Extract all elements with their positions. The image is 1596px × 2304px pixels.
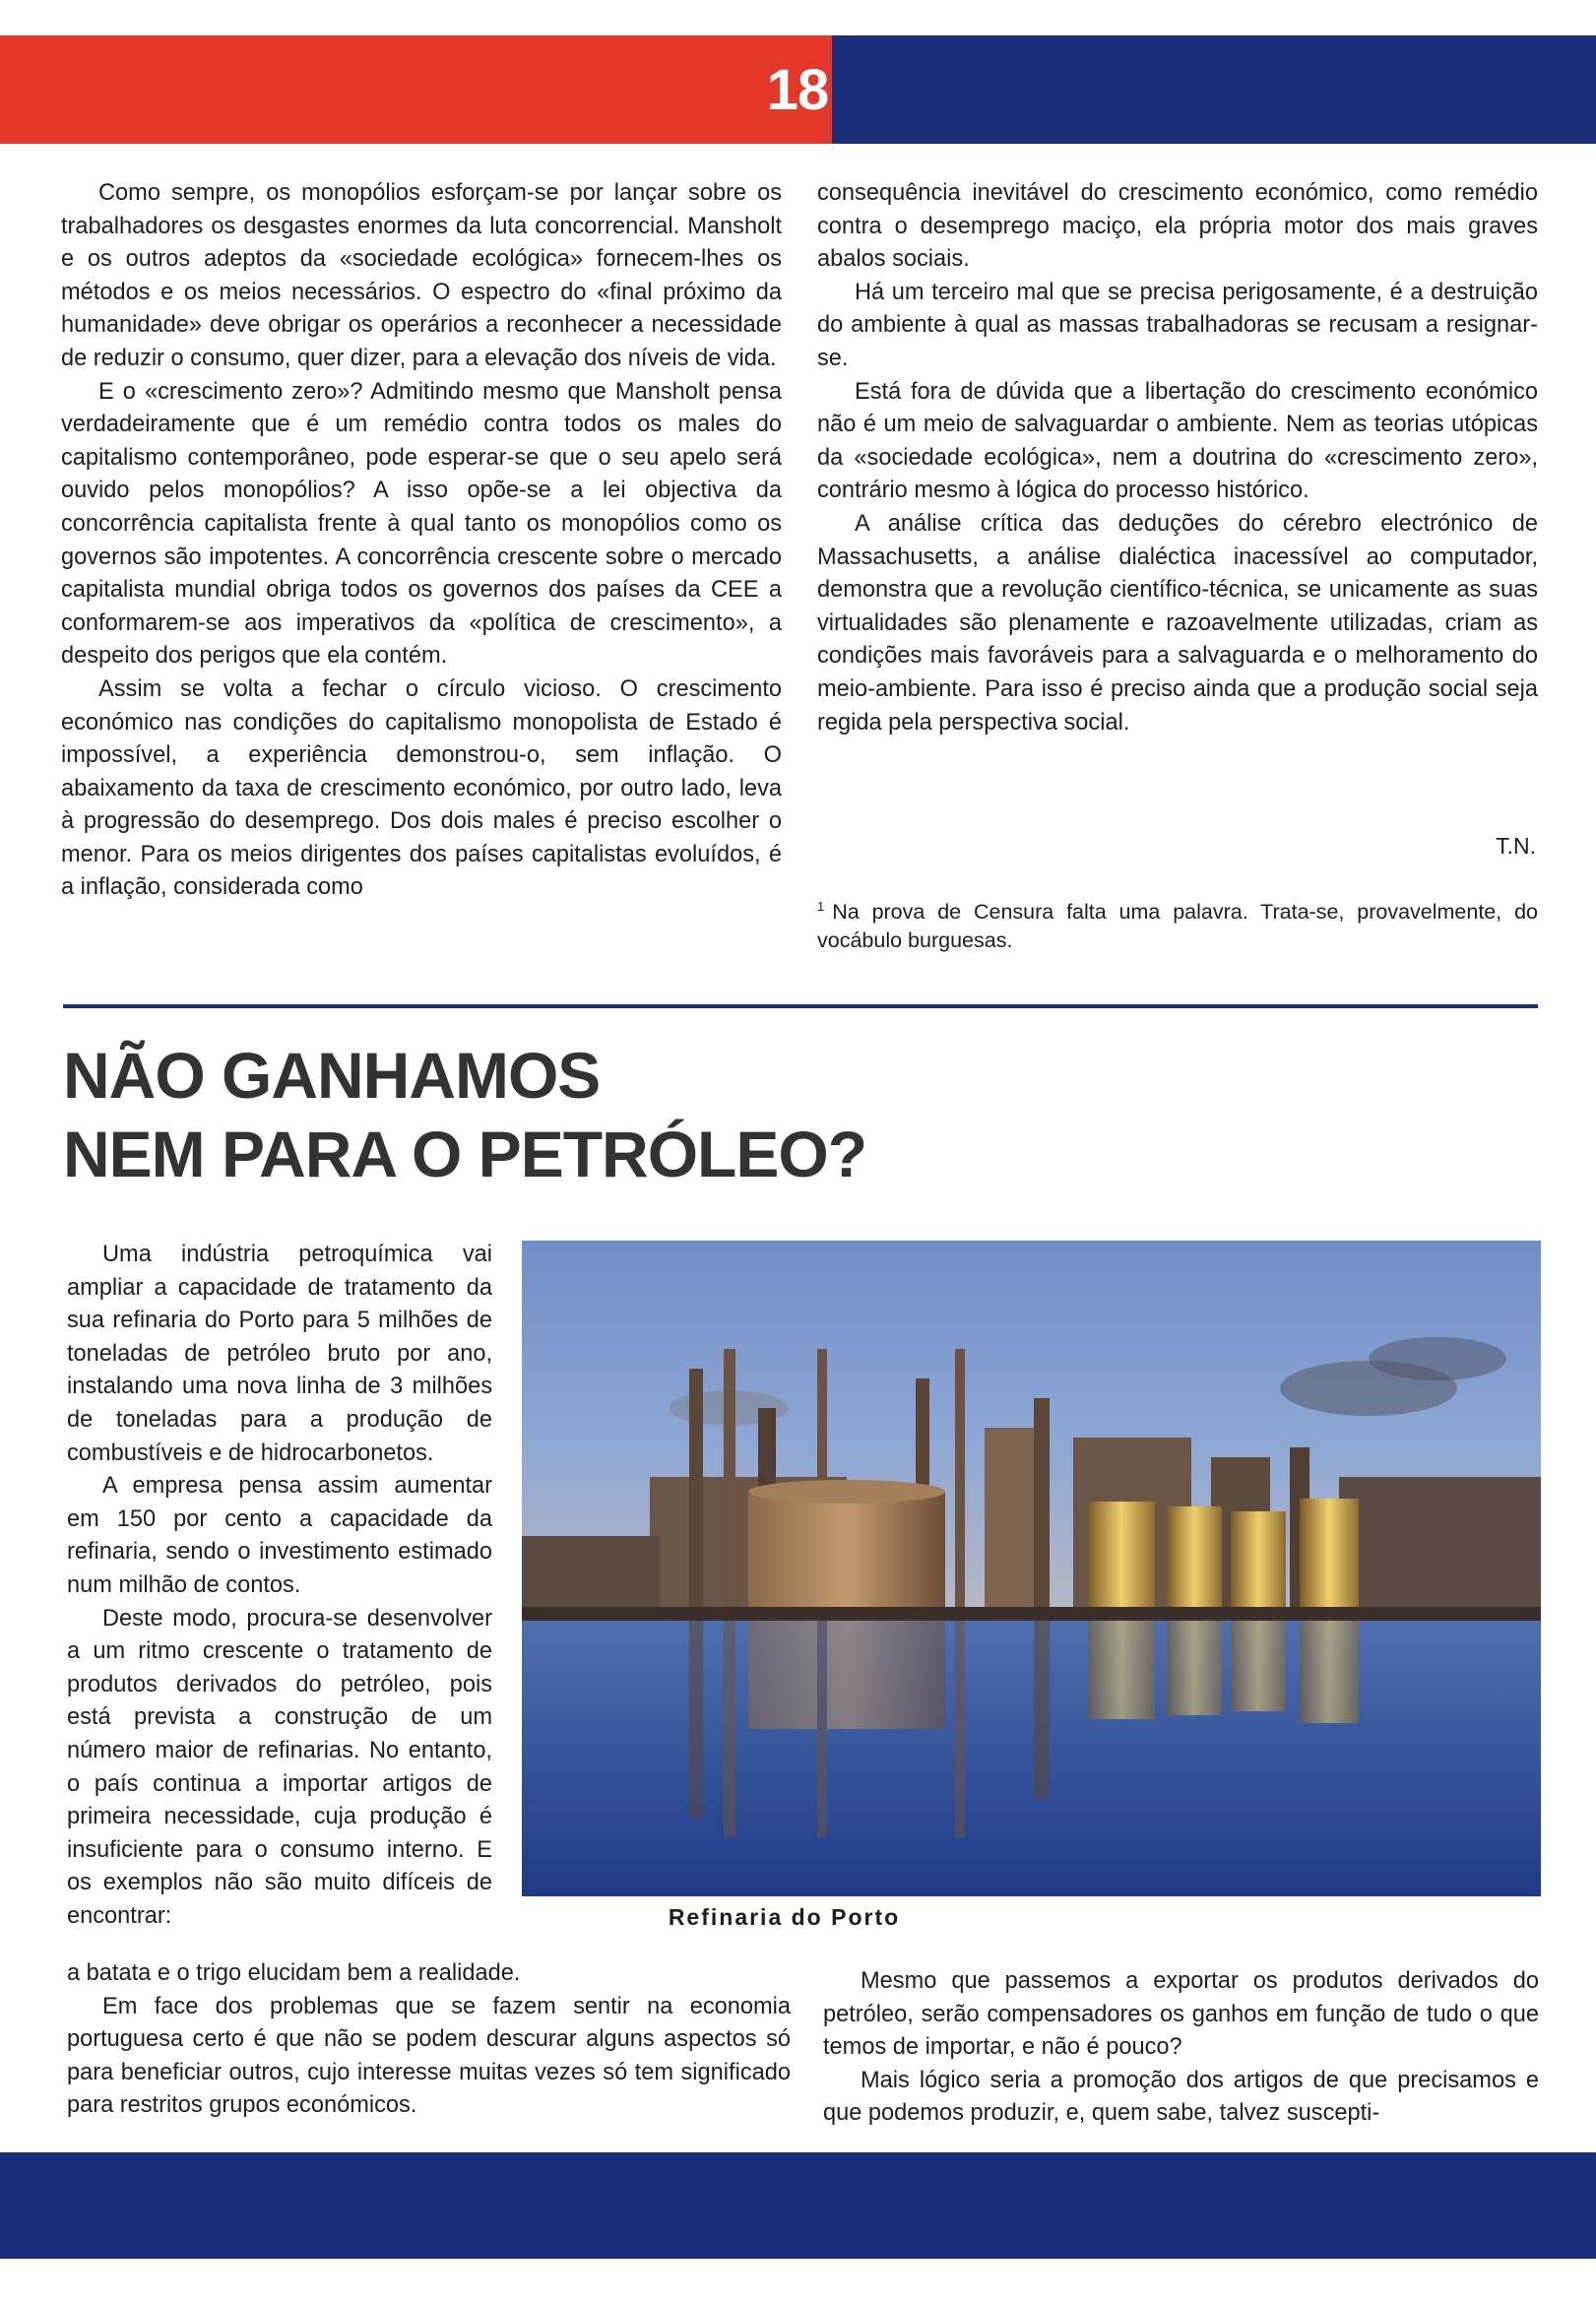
- section-divider: [63, 1004, 1538, 1008]
- header-band-blue: [832, 35, 1596, 144]
- article2-wrap-column: [67, 1239, 492, 1933]
- article2-right-column: [823, 1965, 1539, 2131]
- article1-right-paragraph: Está fora de dúvida que a libertação do crescimento económico não é um meio de salvaguardar o ambiente. Nem as teorias utópicas da «sociedade ecológica», nem a doutrina do «crescimento zero», contrário mesmo à lógica do processo histórico.: [817, 378, 1538, 504]
- article1-left-paragraph: Como sempre, os monopólios esforçam-se por lançar sobre os trabalhadores os desgastes enormes da luta concorrencial. Mansholt e os outros adeptos da «sociedade ecológica» fornecem-lhes os métodos e os meios necessários. O espectro do «final próximo da humanidade» deve obrigar os operários a reconhecer a necessidade de reduzir o consumo, quer dizer, para a elevação dos níveis de vida.: [61, 180, 782, 371]
- article2-paragraph: Mesmo que passemos a exportar os produtos derivados do petróleo, serão compensadores os ganhos em função de tudo o que temos de importar, e não é pouco?: [823, 1968, 1539, 2061]
- headline-line-2: NEM PARA O PETRÓLEO?: [63, 1118, 867, 1190]
- refinery-illustration: [522, 1241, 1541, 1896]
- article1-right-paragraph: consequência inevitável do crescimento económico, como remédio contra o desemprego maciço, ela própria motor dos mais graves abalos sociais.: [817, 180, 1538, 273]
- article1-right-paragraph: Há um terceiro mal que se precisa perigosamente, é a destruição do ambiente à qual as massas trabalhadoras se recusam a resignar-se.: [817, 279, 1538, 371]
- article2-paragraph: A empresa pensa assim aumentar em 150 por cento a capacidade da refinaria, sendo o investimento estimado num milhão de contos.: [67, 1473, 492, 1598]
- photo-caption: Refinaria do Porto: [668, 1904, 901, 1930]
- article1-left-paragraph: Assim se volta a fechar o círculo vicioso. O crescimento económico nas condições do capitalismo monopolista de Estado é impossível, a experiência demonstrou-o, sem inflação. O abaixamento da taxa de crescimento económico, por outro lado, leva à progressão do desemprego. Dos dois males é preciso escolher o menor. Para os meios dirigentes dos países capitalistas evoluídos, é a inflação, considerada como: [61, 675, 782, 901]
- article2-paragraph: Mais lógico seria a promoção dos artigos de que precisamos e que podemos produzir, e, quem sabe, talvez suscepti-: [823, 2067, 1539, 2127]
- page-number: 18: [766, 57, 829, 122]
- author-signature: T.N.: [1496, 833, 1536, 859]
- footer-band-blue: [0, 2152, 1596, 2259]
- article1-right-paragraph: A análise crítica das deduções do cérebro electrónico de Massachusetts, a análise dialéctica inacessível ao computador, demonstra que a revolução científico-técnica, se unicamente as suas virtualidades são plenamente e razoavelmente utilizadas, criam as condições mais favoráveis para a salvaguarda e o melhoramento do meio-ambiente. Para isso é preciso ainda que a produção social seja regida pela perspectiva social.: [817, 510, 1538, 736]
- header-band-red: [0, 35, 832, 144]
- footnote-text: Na prova de Censura falta uma palavra. Trata-se, provavelmente, do vocábulo burguesas.: [817, 900, 1538, 952]
- article-headline: [63, 1036, 1048, 1193]
- article2-left-column: [67, 1957, 791, 2123]
- footnote: [817, 892, 1538, 955]
- article1-left-paragraph: E o «crescimento zero»? Admitindo mesmo que Mansholt pensa verdadeiramente que é um remédio contra todos os males do capitalismo contemporâneo, pode esperar-se que o seu apelo será ouvido pelos monopólios? A isso opõe-se a lei objectiva da concorrência capitalista frente à qual tanto os monopólios como os governos são impotentes. A concorrência crescente sobre o mercado capitalista mundial obriga todos os governos dos países da CEE a conformarem-se aos imperativos da «política de crescimento», a despeito dos perigos que ela contém.: [61, 378, 782, 670]
- article2-paragraph: Em face dos problemas que se fazem sentir na economia portuguesa certo é que não se podem descurar alguns aspectos só para beneficiar outros, cujo interesse muitas vezes só tem significado para restritos grupos económicos.: [67, 1993, 791, 2119]
- footnote-marker: 1: [817, 899, 825, 914]
- article1-left-column: [61, 177, 782, 905]
- article2-continuation: a batata e o trigo elucidam bem a realidade.: [67, 1960, 521, 1986]
- article1-right-column: [817, 177, 1538, 739]
- article2-paragraph: Deste modo, procura-se desenvolver a um ritmo crescente o tratamento de produtos derivados do petróleo, pois está prevista a construção de um número maior de refinarias. No entanto, o país continua a importar artigos de primeira necessidade, cuja produção é insuficiente para o consumo interno. E os exemplos não são muito difíceis de encontrar:: [67, 1605, 492, 1929]
- headline-line-1: NÃO GANHAMOS: [63, 1039, 601, 1112]
- article2-paragraph: Uma indústria petroquímica vai ampliar a capacidade de tratamento da sua refinaria do Porto para 5 milhões de toneladas de petróleo bruto por ano, instalando uma nova linha de 3 milhões de toneladas para a produção de combustíveis e de hidrocarbonetos.: [67, 1242, 492, 1466]
- refinery-photo: [522, 1241, 1541, 1896]
